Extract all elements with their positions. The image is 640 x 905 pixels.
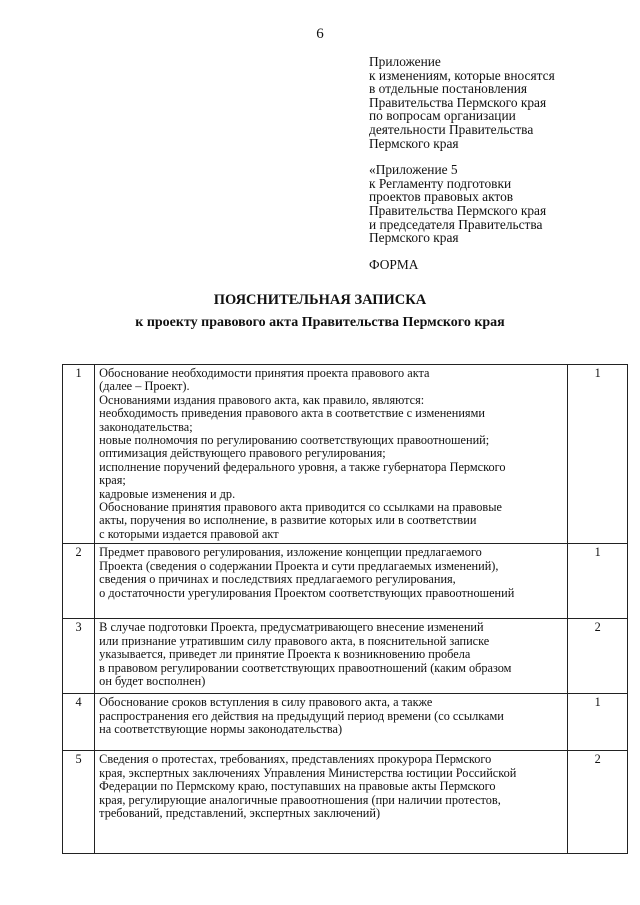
row-description: [95, 619, 568, 694]
row-text-line: края;: [99, 473, 126, 488]
table-row: [63, 365, 628, 544]
table-row: [63, 751, 628, 854]
appendix-line: Правительства Пермского края: [369, 94, 547, 110]
row-text-line: Обоснование необходимости принятия проекта правового акта: [99, 366, 430, 380]
appendix-block-1: [369, 55, 629, 150]
appendix-block-2: [369, 163, 629, 245]
appendix-header: [369, 55, 629, 271]
row-text-line: требований, представлений, экспертных заключений): [99, 805, 381, 820]
row-number: 4: [63, 694, 95, 751]
row-text-line: Обоснование принятия правового акта приводится со ссылками на правовые: [99, 500, 502, 515]
row-text-line: о достаточности урегулирования Проектом соответствующих правоотношений: [99, 585, 515, 600]
row-text-line: он будет восполнен): [99, 673, 206, 688]
row-text-line: Проекта (сведения о содержании Проекта и сути предлагаемых изменений),: [99, 558, 499, 573]
row-number: 3: [63, 619, 95, 694]
row-text-line: необходимость приведения правового акта в соответствие с изменениями: [99, 406, 485, 421]
row-description: [95, 751, 568, 854]
row-text-line: или признание утратившим силу правового акта, в пояснительной записке: [99, 633, 490, 648]
row-description: [95, 365, 568, 544]
row-description: [95, 544, 568, 619]
document-title: ПОЯСНИТЕЛЬНАЯ ЗАПИСКА: [213, 292, 427, 308]
appendix-line: по вопросам организации: [369, 108, 516, 124]
row-text-line: распространения его действия на предыдущий период времени (со ссылками: [99, 708, 504, 723]
row-text-line: исполнение поручений федерального уровня, а также губернатора Пермского: [99, 459, 506, 474]
row-count: 2: [568, 619, 628, 694]
row-text-line: Обоснование сроков вступления в силу правового акта, а также: [99, 695, 433, 710]
row-text-line: в правовом регулировании соответствующих правоотношений (каким образом: [99, 660, 512, 675]
appendix-line: к изменениям, которые вносятся: [369, 67, 555, 83]
appendix-line: в отдельные постановления: [369, 81, 528, 97]
row-count: 1: [568, 365, 628, 544]
row-text-line: (далее – Проект).: [99, 379, 190, 394]
table-row: [63, 694, 628, 751]
row-text-line: Предмет правового регулирования, изложение концепции предлагаемого: [99, 545, 482, 560]
row-description: [95, 694, 568, 751]
row-count: 1: [568, 544, 628, 619]
row-number: 2: [63, 544, 95, 619]
table-row: [63, 544, 628, 619]
appendix-line: «Приложение 5: [369, 162, 458, 178]
row-text-line: сведения о причинах и последствиях предлагаемого регулирования,: [99, 572, 456, 587]
explanatory-note-table: [62, 364, 628, 854]
appendix-line: деятельности Правительства: [369, 121, 534, 137]
appendix-line: Приложение: [369, 54, 441, 69]
row-number: 5: [63, 751, 95, 854]
row-text-line: края, экспертных заключениях Управления Министерства юстиции Российской: [99, 765, 517, 780]
form-label: ФОРМА: [369, 256, 419, 272]
page-number: 6: [316, 26, 324, 42]
row-count: 1: [568, 694, 628, 751]
appendix-line: Правительства Пермского края: [369, 202, 547, 218]
row-text-line: Основаниями издания правового акта, как правило, являются:: [99, 392, 425, 407]
appendix-line: к Регламенту подготовки: [369, 175, 512, 191]
row-text-line: с которыми издается правовой акт: [99, 526, 279, 541]
row-text-line: Сведения о протестах, требованиях, представлениях прокурора Пермского: [99, 752, 492, 767]
row-text-line: В случае подготовки Проекта, предусматривающего внесение изменений: [99, 620, 484, 635]
appendix-line: Пермского края: [369, 135, 459, 151]
row-text-line: Федерации по Пермскому краю, поступавших на правовые акты Пермского: [99, 779, 496, 794]
row-text-line: на соответствующие нормы законодательства): [99, 722, 343, 737]
row-count: 2: [568, 751, 628, 854]
row-text-line: края, регулирующие аналогичные правоотношения (при наличии протестов,: [99, 792, 501, 807]
document-subtitle: к проекту правового акта Правительства Пермского края: [135, 315, 505, 330]
appendix-line: и председателя Правительства: [369, 216, 543, 232]
appendix-line: проектов правовых актов: [369, 189, 514, 205]
row-text-line: кадровые изменения и др.: [99, 486, 236, 501]
table-row: [63, 619, 628, 694]
row-text-line: законодательства;: [99, 419, 193, 434]
row-text-line: указывается, приведет ли принятие Проекта к возникновению пробела: [99, 647, 471, 662]
row-text-line: акты, поручения во исполнение, в развитие которых или в соответствии: [99, 513, 477, 528]
row-text-line: новые полномочия по регулированию соответствующих правоотношений;: [99, 433, 490, 448]
row-number: 1: [63, 365, 95, 544]
row-text-line: оптимизация действующего правового регулирования;: [99, 446, 386, 461]
appendix-line: Пермского края: [369, 230, 459, 246]
